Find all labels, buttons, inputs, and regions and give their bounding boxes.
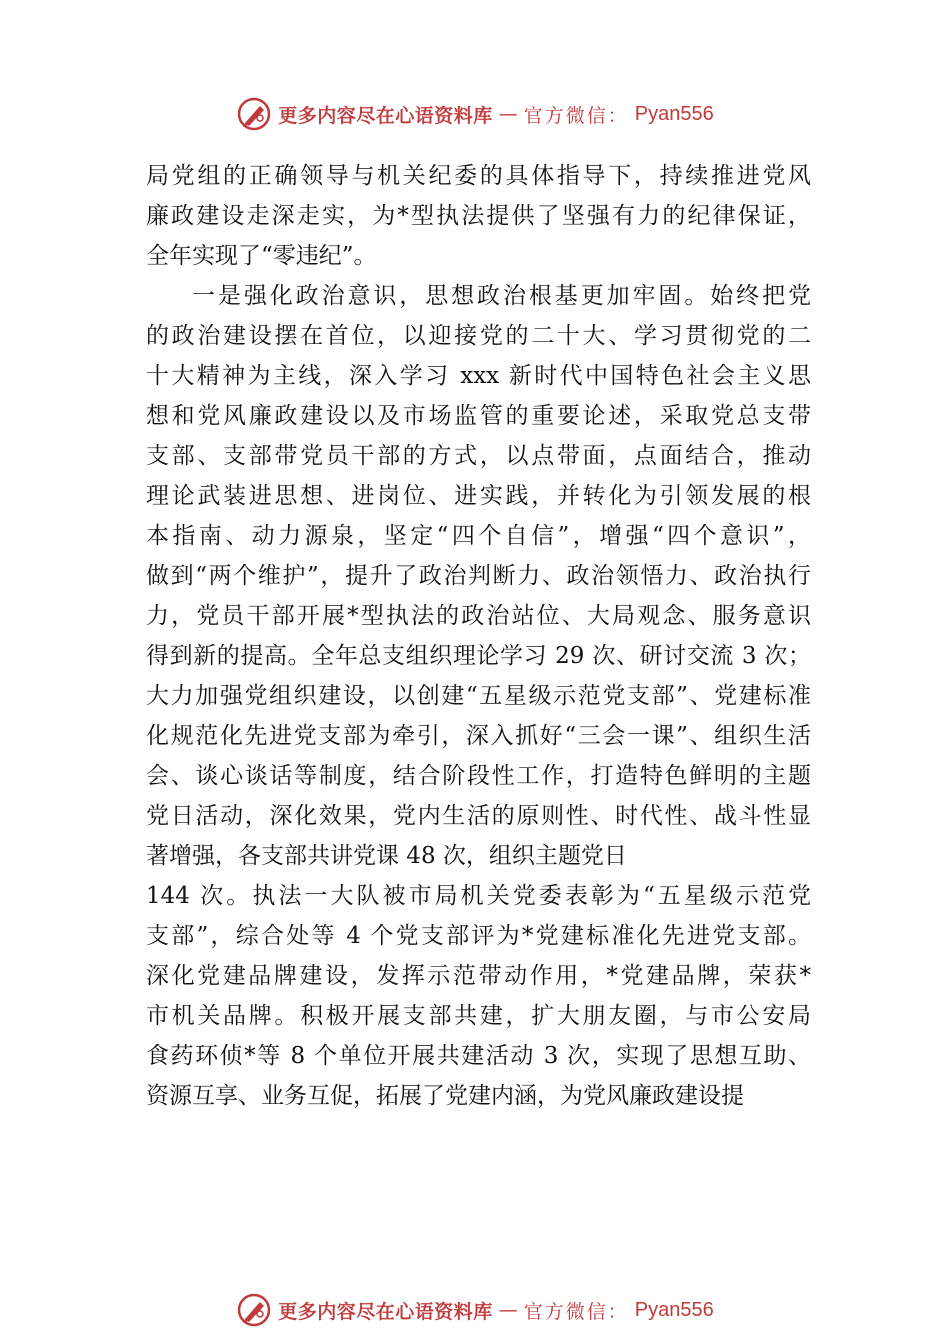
text-line: 食药环侦*等 8 个单位开展共建活动 3 次，实现了思想互助、	[146, 1043, 811, 1069]
text-line: 市机关品牌。积极开展支部共建，扩大朋友圈，与市公安局	[146, 1003, 811, 1029]
text-line: 著增强，各支部共讲党课 48 次，组织主题党日	[146, 843, 627, 869]
document-body	[146, 156, 811, 1116]
banner-separator: —	[498, 1299, 518, 1321]
text-line: 力，党员干部开展*型执法的政治站位、大局观念、服务意识	[146, 603, 811, 629]
text-line: 的政治建设摆在首位，以迎接党的二十大、学习贯彻党的二	[146, 323, 811, 349]
footer-banner	[0, 1290, 950, 1330]
text-line: 深化党建品牌建设，发挥示范带动作用，*党建品牌，荣获*	[146, 963, 811, 989]
text-line: 局党组的正确领导与机关纪委的具体指导下，持续推进党风	[146, 163, 811, 189]
text-line: 想和党风廉政建设以及市场监管的重要论述，采取党总支带	[146, 403, 811, 429]
contact-label: 官方微信：	[523, 1300, 629, 1323]
text-line: 理论武装进思想、进岗位、进实践，并转化为引领发展的根	[146, 483, 811, 509]
text-line: 会、谈心谈话等制度，结合阶段性工作，打造特色鲜明的主题	[146, 763, 811, 789]
text-line: 支部”，综合处等 4 个党支部评为*党建标准化先进党支部。	[146, 923, 811, 949]
text-line: 十大精神为主线，深入学习 xxx 新时代中国特色社会主义思	[146, 363, 811, 389]
text-line: 支部、支部带党员干部的方式，以点带面，点面结合，推动	[146, 443, 811, 469]
text-line: 化规范化先进党支部为牵引，深入抓好“三会一课”、组织生活	[146, 723, 811, 749]
text-line: 得到新的提高。全年总支组织理论学习 29 次、研讨交流 3 次；	[146, 643, 811, 669]
paragraph-start-line: 一是强化政治意识，思想政治根基更加牢固。始终把党	[192, 283, 811, 309]
text-line: 廉政建设走深走实，为*型执法提供了坚强有力的纪律保证，	[146, 203, 811, 229]
contact-label: 官方微信：	[523, 104, 629, 127]
banner-separator: —	[498, 103, 518, 125]
header-banner	[0, 94, 950, 134]
pen-seal-logo-icon	[236, 1292, 272, 1328]
wechat-id: Pyan556	[634, 1298, 714, 1321]
text-line: 144 次。执法一大队被市局机关党委表彰为“五星级示范党	[146, 883, 811, 909]
wechat-id: Pyan556	[634, 102, 714, 125]
pen-seal-logo-icon	[236, 96, 272, 132]
text-line: 党日活动，深化效果，党内生活的原则性、时代性、战斗性显	[146, 803, 811, 829]
text-line: 做到“两个维护”，提升了政治判断力、政治领悟力、政治执行	[146, 563, 811, 589]
text-line: 全年实现了“零违纪”。	[146, 243, 377, 269]
brand-name: 更多内容尽在心语资料库	[278, 1300, 493, 1323]
text-line: 本指南、动力源泉，坚定“四个自信”，增强“四个意识”，	[146, 523, 811, 549]
text-line: 资源互享、业务互促，拓展了党建内涵，为党风廉政建设提	[146, 1083, 744, 1109]
text-line: 大力加强党组织建设，以创建“五星级示范党支部”、党建标准	[146, 683, 811, 709]
brand-name: 更多内容尽在心语资料库	[278, 104, 493, 127]
